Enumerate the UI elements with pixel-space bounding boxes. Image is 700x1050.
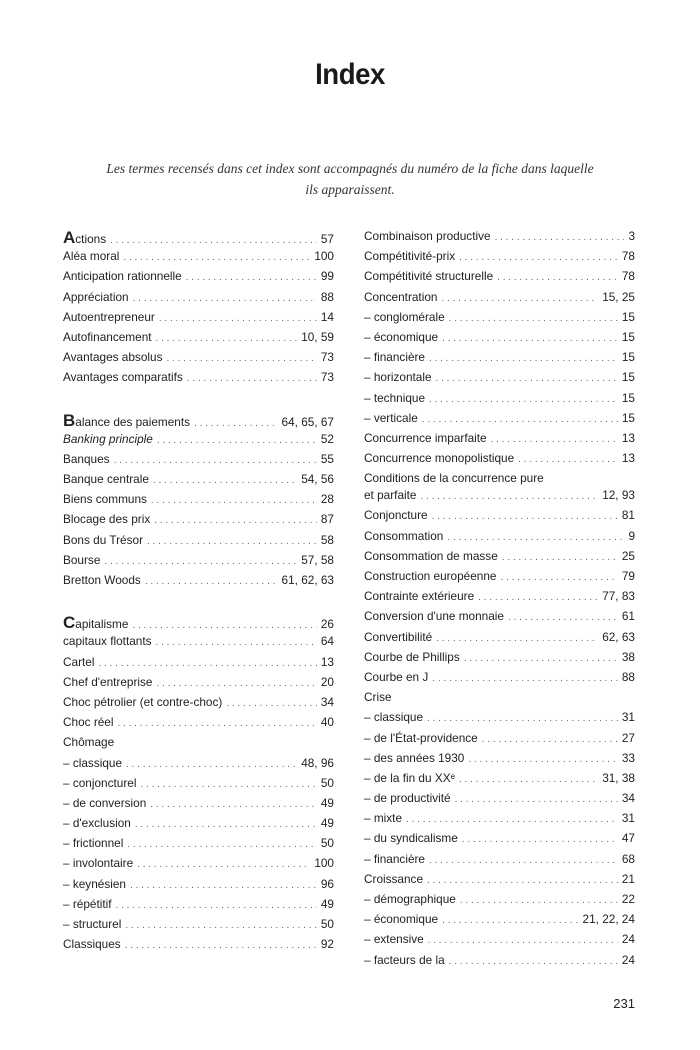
index-entry [63,614,334,634]
dot-leader [137,859,310,870]
index-term: – financière [364,350,425,365]
index-term: Courbe en J [364,669,429,684]
dot-leader [429,855,618,866]
index-term: – mixte [364,811,403,826]
index-page-refs: 25 [621,548,635,563]
index-page-refs: 20 [320,674,334,689]
index-entry [364,811,635,831]
index-page-refs: 22 [621,892,635,906]
index-term: Appréciation [63,289,129,304]
index-page-refs: 49 [320,816,334,831]
index-entry [364,451,635,471]
index-page-refs: 15 [621,350,635,365]
index-entry [364,330,635,350]
dot-leader [156,678,316,689]
index-entry [364,310,635,330]
index-entry [63,634,334,654]
index-page-refs: 3 [628,229,635,243]
index-term: Autoentrepreneur [63,309,155,324]
index-entry [63,330,334,350]
dot-leader [429,394,618,405]
index-entry [364,249,635,269]
dot-leader [110,235,317,246]
index-entry [63,229,334,249]
index-term: Bretton Woods [63,573,141,587]
index-page-refs: 12, 93 [602,488,635,503]
index-page-refs: 34 [621,791,635,806]
index-page-refs: 31 [621,710,635,725]
page-title: Index [315,58,385,91]
dot-leader [482,734,618,745]
dot-leader [135,819,317,830]
index-term: – démographique [364,892,456,906]
letter-gap [63,391,334,412]
dot-leader [187,373,317,384]
index-page-refs: 73 [320,370,334,385]
dot-leader [133,293,317,304]
index-term: Avantages comparatifs [63,370,183,385]
index-page-refs: 31, 38 [602,770,635,785]
index-page-refs: 13 [320,654,334,669]
index-term: – financière [364,851,425,866]
dot-leader [116,900,317,911]
index-page-refs: 54, 56 [301,472,334,487]
index-page-refs: 64 [320,634,334,649]
index-page-refs: 48, 96 [301,755,334,770]
index-page-refs: 68 [621,851,635,866]
index-term: – économique [364,329,439,344]
index-page-refs: 21, 22, 24 [582,912,635,927]
index-term: Chef d'entreprise [63,674,153,689]
index-page-refs: 27 [621,730,635,745]
index-term: Chômage [63,735,115,750]
page-number: 231 [613,996,635,1011]
index-page-refs: 38 [621,649,635,664]
index-term: – verticale [364,410,418,425]
letter-initial: A [63,228,76,247]
index-term: et parfaite [364,488,417,503]
index-entry [364,229,635,249]
dot-leader [150,799,317,810]
index-entry [63,675,334,695]
dot-leader [132,620,316,631]
index-term: Conjoncture [364,508,428,523]
letter-initial: B [63,410,76,430]
index-page-refs: 96 [320,876,334,891]
dot-leader [151,495,317,506]
index-term-rest: apitalisme [75,617,129,632]
dot-leader [459,774,598,785]
dot-leader [159,313,317,324]
index-term: Concurrence monopolistique [364,451,515,466]
index-term: – de productivité [364,791,451,806]
index-term: – du syndicalisme [364,831,458,846]
index-term: Combinaison productive [364,229,491,243]
index-entry [364,791,635,811]
index-page-refs: 49 [320,896,334,911]
letter-gap [63,593,334,614]
index-entry [63,856,334,876]
index-term: – d'exclusion [63,816,131,831]
index-page-refs: 73 [320,350,334,365]
index-page-refs: 10, 59 [301,329,334,344]
index-term: – keynésien [63,876,126,891]
index-entry [364,771,635,791]
index-entry [364,690,635,710]
dot-leader [442,915,578,926]
index-term: Bons du Trésor [63,532,143,547]
index-term: – répétitif [63,896,112,911]
index-entry [63,310,334,330]
index-term: – structurel [63,917,122,931]
index-entry [364,912,635,932]
index-term [63,229,106,246]
index-entry [63,533,334,553]
index-page-refs: 15, 25 [602,289,635,304]
index-term: – involontaire [63,856,134,871]
index-page-refs: 15 [621,410,635,425]
index-entry [63,816,334,836]
index-term: – conglomérale [364,309,445,324]
dot-leader [518,454,618,465]
dot-leader [441,293,598,304]
index-term: Construction européenne [364,569,497,583]
index-page-refs: 57 [320,232,334,246]
dot-leader [156,333,298,344]
index-page-refs: 79 [621,569,635,583]
dot-leader [500,572,617,583]
index-entry [63,695,334,715]
index-entry [364,569,635,589]
index-page-refs: 24 [621,952,635,967]
index-page-refs: 40 [320,715,334,730]
index-term: Avantages absolus [63,350,163,365]
index-page-refs: 61 [621,609,635,624]
index-term: Compétitivité-prix [364,249,456,264]
index-entry [63,432,334,452]
dot-leader [464,653,618,664]
index-term: Banque centrale [63,472,149,487]
dot-leader [468,754,618,765]
index-term: Consommation de masse [364,548,498,563]
index-page-refs: 57, 58 [301,552,334,567]
dot-leader [157,435,317,446]
index-term: Anticipation rationnelle [63,269,182,284]
index-page-refs: 92 [320,937,334,952]
dot-leader [156,637,317,648]
index-term: Concentration [364,289,438,304]
index-term: Cartel [63,654,95,669]
index-page-refs: 15 [621,309,635,324]
dot-leader [432,511,618,522]
index-term: Conversion d'une monnaie [364,609,504,624]
index-entry [364,852,635,872]
index-page-refs: 33 [621,750,635,765]
dot-leader [447,532,624,543]
index-page-refs: 15 [621,370,635,385]
index-term: Banking principle [63,431,153,446]
index-page-refs: 78 [621,249,635,264]
index-entry [364,350,635,370]
index-page-refs: 26 [320,617,334,632]
index-entry [364,290,635,310]
index-term [63,412,190,429]
dot-leader [125,940,317,951]
dot-leader [495,232,625,243]
index-term: Blocage des prix [63,512,151,527]
index-entry [364,589,635,609]
index-term: Contrainte extérieure [364,589,475,604]
index-entry [63,573,334,593]
index-page-refs: 47 [621,831,635,846]
index-term: – de conversion [63,795,147,810]
index-term: Choc réel [63,715,114,730]
dot-leader [462,834,618,845]
index-entry [364,831,635,851]
index-entry-wrapped-line: Conditions de la concurrence pure [364,471,544,486]
index-entry [364,650,635,670]
index-term-rest: alance des paiements [75,414,191,429]
dot-leader [432,673,618,684]
index-column-left [63,229,334,957]
index-entry [63,350,334,370]
index-page-refs: 58 [320,532,334,547]
index-term: Autofinancement [63,329,152,344]
index-term: – frictionnel [63,836,124,851]
dot-leader [460,895,618,906]
dot-leader [428,935,618,946]
index-entry [63,370,334,390]
index-column-right [364,229,635,973]
index-entry [364,953,635,973]
index-page-refs: 77, 83 [602,589,635,604]
index-entry [63,877,334,897]
dot-leader [436,373,618,384]
index-term: Concurrence imparfaite [364,430,487,445]
dot-leader [455,794,618,805]
dot-leader [104,556,297,567]
index-page-refs: 62, 63 [602,629,635,644]
dot-leader [118,718,317,729]
dot-leader [436,633,598,644]
index-page-refs: 31 [621,811,635,826]
index-entry [364,751,635,771]
index-entry [63,472,334,492]
index-page-refs: 15 [621,329,635,344]
index-term: – extensive [364,932,424,947]
intro-text: Les termes recensés dans cet index sont accompagnés du numéro de la fiche dans laquelle ils apparaissent. [106,161,594,197]
dot-leader [123,252,310,263]
dot-leader [145,576,278,587]
index-entry [63,897,334,917]
index-entry [63,553,334,573]
index-page-refs: 100 [314,856,334,871]
index-entry [63,796,334,816]
index-entry [63,756,334,776]
index-term: Bourse [63,552,101,567]
index-entry [364,370,635,390]
letter-initial: C [63,613,76,633]
dot-leader [166,353,316,364]
index-term: Consommation [364,528,444,543]
index-entry [364,670,635,690]
index-term: Choc pétrolier (et contre-choc) [63,694,223,709]
index-entry [63,735,334,755]
dot-leader [491,434,618,445]
index-page-refs: 49 [320,795,334,810]
index-page-refs: 100 [314,249,334,264]
index-entry [364,630,635,650]
index-page-refs: 13 [621,451,635,466]
dot-leader [127,839,317,850]
dot-leader [459,252,618,263]
index-term: – facteurs de la [364,952,445,967]
index-page-refs: 28 [320,492,334,507]
index-page-refs: 88 [621,669,635,684]
index-entry [364,731,635,751]
index-entry [364,391,635,411]
index-page-refs: 64, 65, 67 [281,414,334,429]
index-term: – classique [364,710,424,725]
index-page-refs: 52 [320,431,334,446]
index-term: – technique [364,390,426,405]
dot-leader [154,515,317,526]
dot-leader [508,612,618,623]
dot-leader [140,779,316,790]
index-term: Classiques [63,937,121,952]
index-entry [63,836,334,856]
index-term: – de la fin du XXᵉ [364,770,455,785]
index-page-refs: 55 [320,451,334,466]
index-entry [364,892,635,912]
index-entry [63,937,334,957]
dot-leader [442,333,618,344]
index-page-refs: 50 [320,836,334,851]
index-page-refs: 15 [621,390,635,405]
index-page-refs: 14 [320,309,334,324]
index-entry [63,492,334,512]
dot-leader [478,592,598,603]
index-entry [364,269,635,289]
dot-leader [153,475,297,486]
index-term: Courbe de Phillips [364,649,460,664]
dot-leader [114,455,317,466]
dot-leader [497,272,618,283]
index-term: – conjoncturel [63,775,137,790]
index-page-refs: 88 [320,289,334,304]
index-term: Banques [63,451,110,466]
index-term: Crise [364,690,392,705]
index-page-refs: 9 [628,528,635,543]
index-term: Biens communs [63,492,147,507]
index-term: Convertibilité [364,629,433,644]
index-entry [63,452,334,472]
dot-leader [422,414,618,425]
index-page-refs: 34 [320,694,334,709]
dot-leader [194,418,277,429]
dot-leader [126,759,297,770]
index-page-refs: 78 [621,269,635,284]
index-term-rest: ctions [75,232,107,246]
index-term: – économique [364,912,439,927]
index-entry [63,512,334,532]
index-term [63,614,128,631]
index-entry [63,655,334,675]
index-page-refs: 13 [621,430,635,445]
dot-leader [406,814,618,825]
index-term: Compétitivité structurelle [364,269,494,284]
dot-leader [147,536,317,547]
dot-leader [186,272,317,283]
index-page-refs: 50 [320,775,334,790]
index-term: capitaux flottants [63,634,152,649]
index-entry [364,488,635,508]
dot-leader [226,698,317,709]
index-term: – horizontale [364,370,432,385]
index-entry [63,290,334,310]
index-entry [63,917,334,937]
index-entry [63,776,334,796]
index-term: Aléa moral [63,249,120,264]
index-page-refs: 24 [621,932,635,947]
dot-leader [420,491,598,502]
index-entry [364,710,635,730]
dot-leader [98,658,316,669]
dot-leader [427,875,618,886]
index-page-refs: 21 [621,871,635,886]
dot-leader [130,880,317,891]
dot-leader [429,353,618,364]
index-entry [364,529,635,549]
index-entry [364,872,635,892]
index-page-refs: 81 [621,508,635,523]
index-page-refs: 50 [320,917,334,931]
dot-leader [125,920,317,931]
index-entry [63,249,334,269]
index-page-refs: 99 [320,269,334,284]
index-entry [364,411,635,431]
index-entry [63,269,334,289]
index-entry [364,549,635,569]
dot-leader [449,313,618,324]
index-page-refs: 87 [320,512,334,527]
index-entry [364,508,635,528]
index-term: Croissance [364,871,424,886]
dot-leader [427,713,618,724]
index-entry [364,431,635,451]
index-entry [63,412,334,432]
index-term: – des années 1930 [364,750,465,765]
index-term: – de l'État-providence [364,730,478,745]
dot-leader [502,552,618,563]
index-entry [364,932,635,952]
index-page-refs: 61, 62, 63 [281,573,334,587]
index-term: – classique [63,755,123,770]
index-entry [63,715,334,735]
dot-leader [449,956,618,967]
index-entry [364,609,635,629]
